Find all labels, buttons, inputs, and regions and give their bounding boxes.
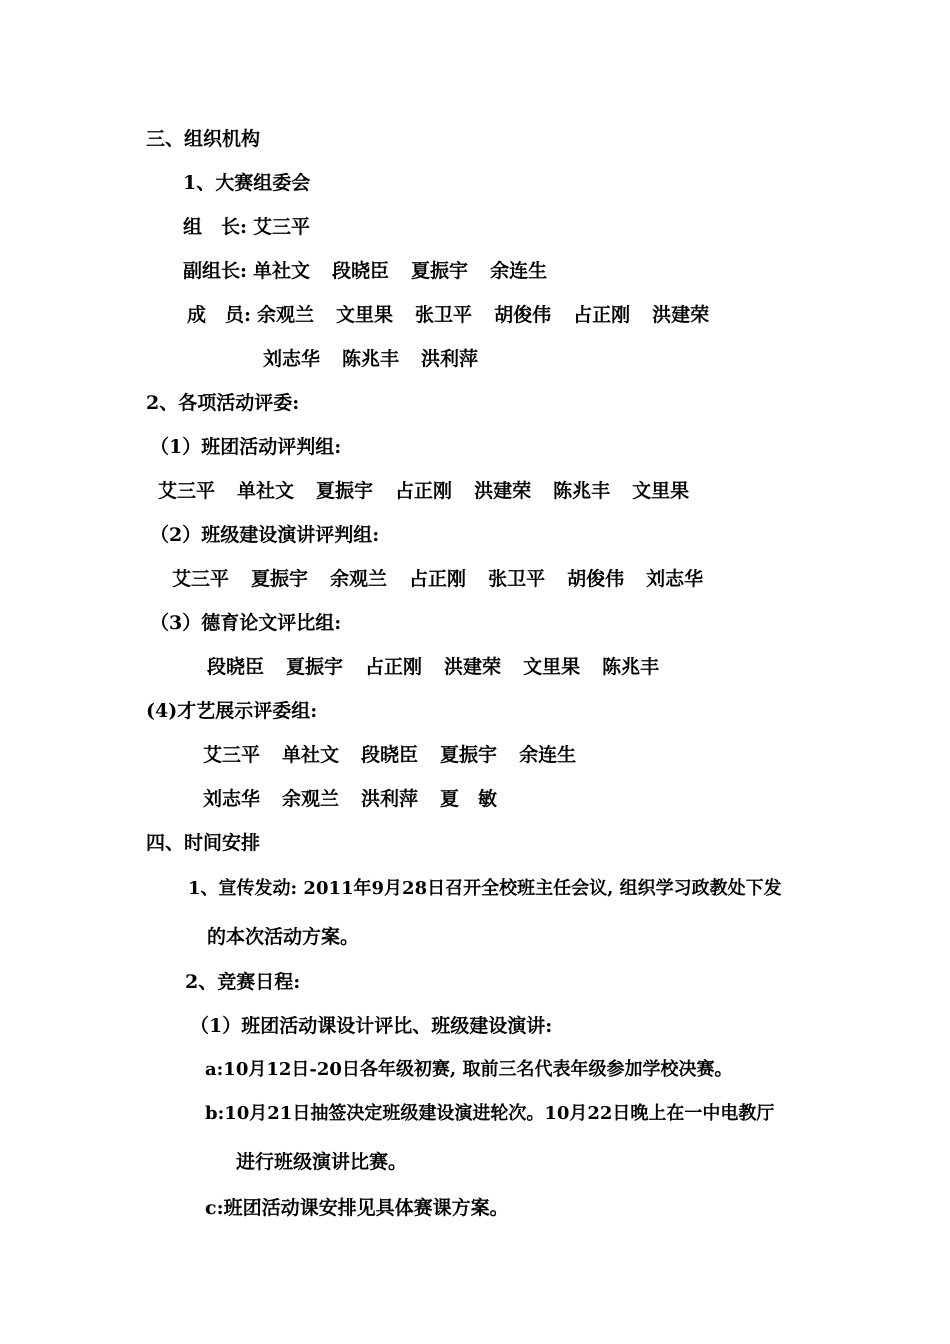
judge-name: 夏振宇 xyxy=(286,656,344,678)
judge-name: 余观兰 xyxy=(282,788,340,810)
judge-name: 夏 敏 xyxy=(440,788,498,810)
judge-group-names xyxy=(203,743,598,767)
judge-group-names xyxy=(207,655,681,679)
judge-name: 占正刚 xyxy=(395,480,453,502)
member-name: 陈兆丰 xyxy=(342,348,400,370)
judge-name: 文里果 xyxy=(523,656,581,678)
judge-name: 文里果 xyxy=(632,480,690,502)
member-name: 洪建荣 xyxy=(652,304,710,326)
judge-name: 占正刚 xyxy=(365,656,423,678)
members-label: 成 员: xyxy=(187,304,252,326)
publicity-text-line1: 1、宣传发动: 2011年9月28日召开全校班主任会议, 组织学习政教处下发 xyxy=(188,878,782,899)
member-name: 文里果 xyxy=(336,304,394,326)
leader-name: 艾三平 xyxy=(253,216,311,238)
members-row xyxy=(187,303,731,327)
schedule-sub-title: （1）班团活动课设计评比、班级建设演讲: xyxy=(190,1015,553,1037)
deputy-name: 余连生 xyxy=(490,260,548,282)
judge-name: 陈兆丰 xyxy=(553,480,611,502)
deputy-name: 单社文 xyxy=(253,260,311,282)
schedule-item-a: a:10月12日-20日各年级初赛, 取前三名代表年级参加学校决赛。 xyxy=(205,1059,733,1080)
section-heading-schedule: 四、时间安排 xyxy=(146,832,261,854)
judge-group-title: （1）班团活动评判组: xyxy=(150,436,342,458)
judge-group-names xyxy=(158,479,711,503)
leader-row xyxy=(183,215,310,239)
judge-name: 胡俊伟 xyxy=(567,568,625,590)
member-name: 占正刚 xyxy=(573,304,631,326)
deputy-row xyxy=(183,259,569,283)
member-name: 余观兰 xyxy=(257,304,315,326)
judge-name: 洪建荣 xyxy=(444,656,502,678)
judge-group-names xyxy=(172,567,725,591)
judge-group-title: （3）德育论文评比组: xyxy=(150,612,342,634)
judge-group-title: (4)才艺展示评委组: xyxy=(146,700,318,722)
competition-schedule-title: 2、竞赛日程: xyxy=(185,971,301,993)
judge-group-names-2 xyxy=(203,787,519,811)
member-name: 洪利萍 xyxy=(421,348,479,370)
schedule-item-b-line2: 进行班级演讲比赛。 xyxy=(236,1151,408,1173)
members-row-2 xyxy=(263,347,500,371)
leader-label: 组 长: xyxy=(183,216,248,238)
judge-name: 夏振宇 xyxy=(316,480,374,502)
judge-name: 余连生 xyxy=(519,744,577,766)
deputy-name: 夏振宇 xyxy=(411,260,469,282)
schedule-item-c: c:班团活动课安排见具体赛课方案。 xyxy=(205,1197,509,1219)
judge-name: 夏振宇 xyxy=(440,744,498,766)
judge-name: 占正刚 xyxy=(409,568,467,590)
judge-name: 洪利萍 xyxy=(361,788,419,810)
judge-name: 单社文 xyxy=(237,480,295,502)
committee-title: 1、大赛组委会 xyxy=(183,172,311,194)
judge-name: 段晓臣 xyxy=(207,656,265,678)
judge-name: 张卫平 xyxy=(488,568,546,590)
member-name: 刘志华 xyxy=(263,348,321,370)
publicity-text-line2: 的本次活动方案。 xyxy=(207,926,360,948)
judges-title: 2、各项活动评委: xyxy=(146,392,300,414)
judge-name: 陈兆丰 xyxy=(602,656,660,678)
judge-name: 刘志华 xyxy=(646,568,704,590)
judge-name: 艾三平 xyxy=(172,568,230,590)
deputy-name: 段晓臣 xyxy=(332,260,390,282)
member-name: 胡俊伟 xyxy=(494,304,552,326)
member-name: 张卫平 xyxy=(415,304,473,326)
section-heading-organization: 三、组织机构 xyxy=(146,128,261,150)
judge-name: 单社文 xyxy=(282,744,340,766)
deputy-label: 副组长: xyxy=(183,260,248,282)
judge-name: 夏振宇 xyxy=(251,568,309,590)
judge-name: 刘志华 xyxy=(203,788,261,810)
judge-name: 艾三平 xyxy=(158,480,216,502)
judge-name: 艾三平 xyxy=(203,744,261,766)
judge-name: 余观兰 xyxy=(330,568,388,590)
judge-group-title: （2）班级建设演讲评判组: xyxy=(150,524,380,546)
judge-name: 段晓臣 xyxy=(361,744,419,766)
schedule-item-b-line1: b:10月21日抽签决定班级建设演进轮次。10月22日晚上在一中电教厅 xyxy=(205,1103,775,1124)
judge-name: 洪建荣 xyxy=(474,480,532,502)
